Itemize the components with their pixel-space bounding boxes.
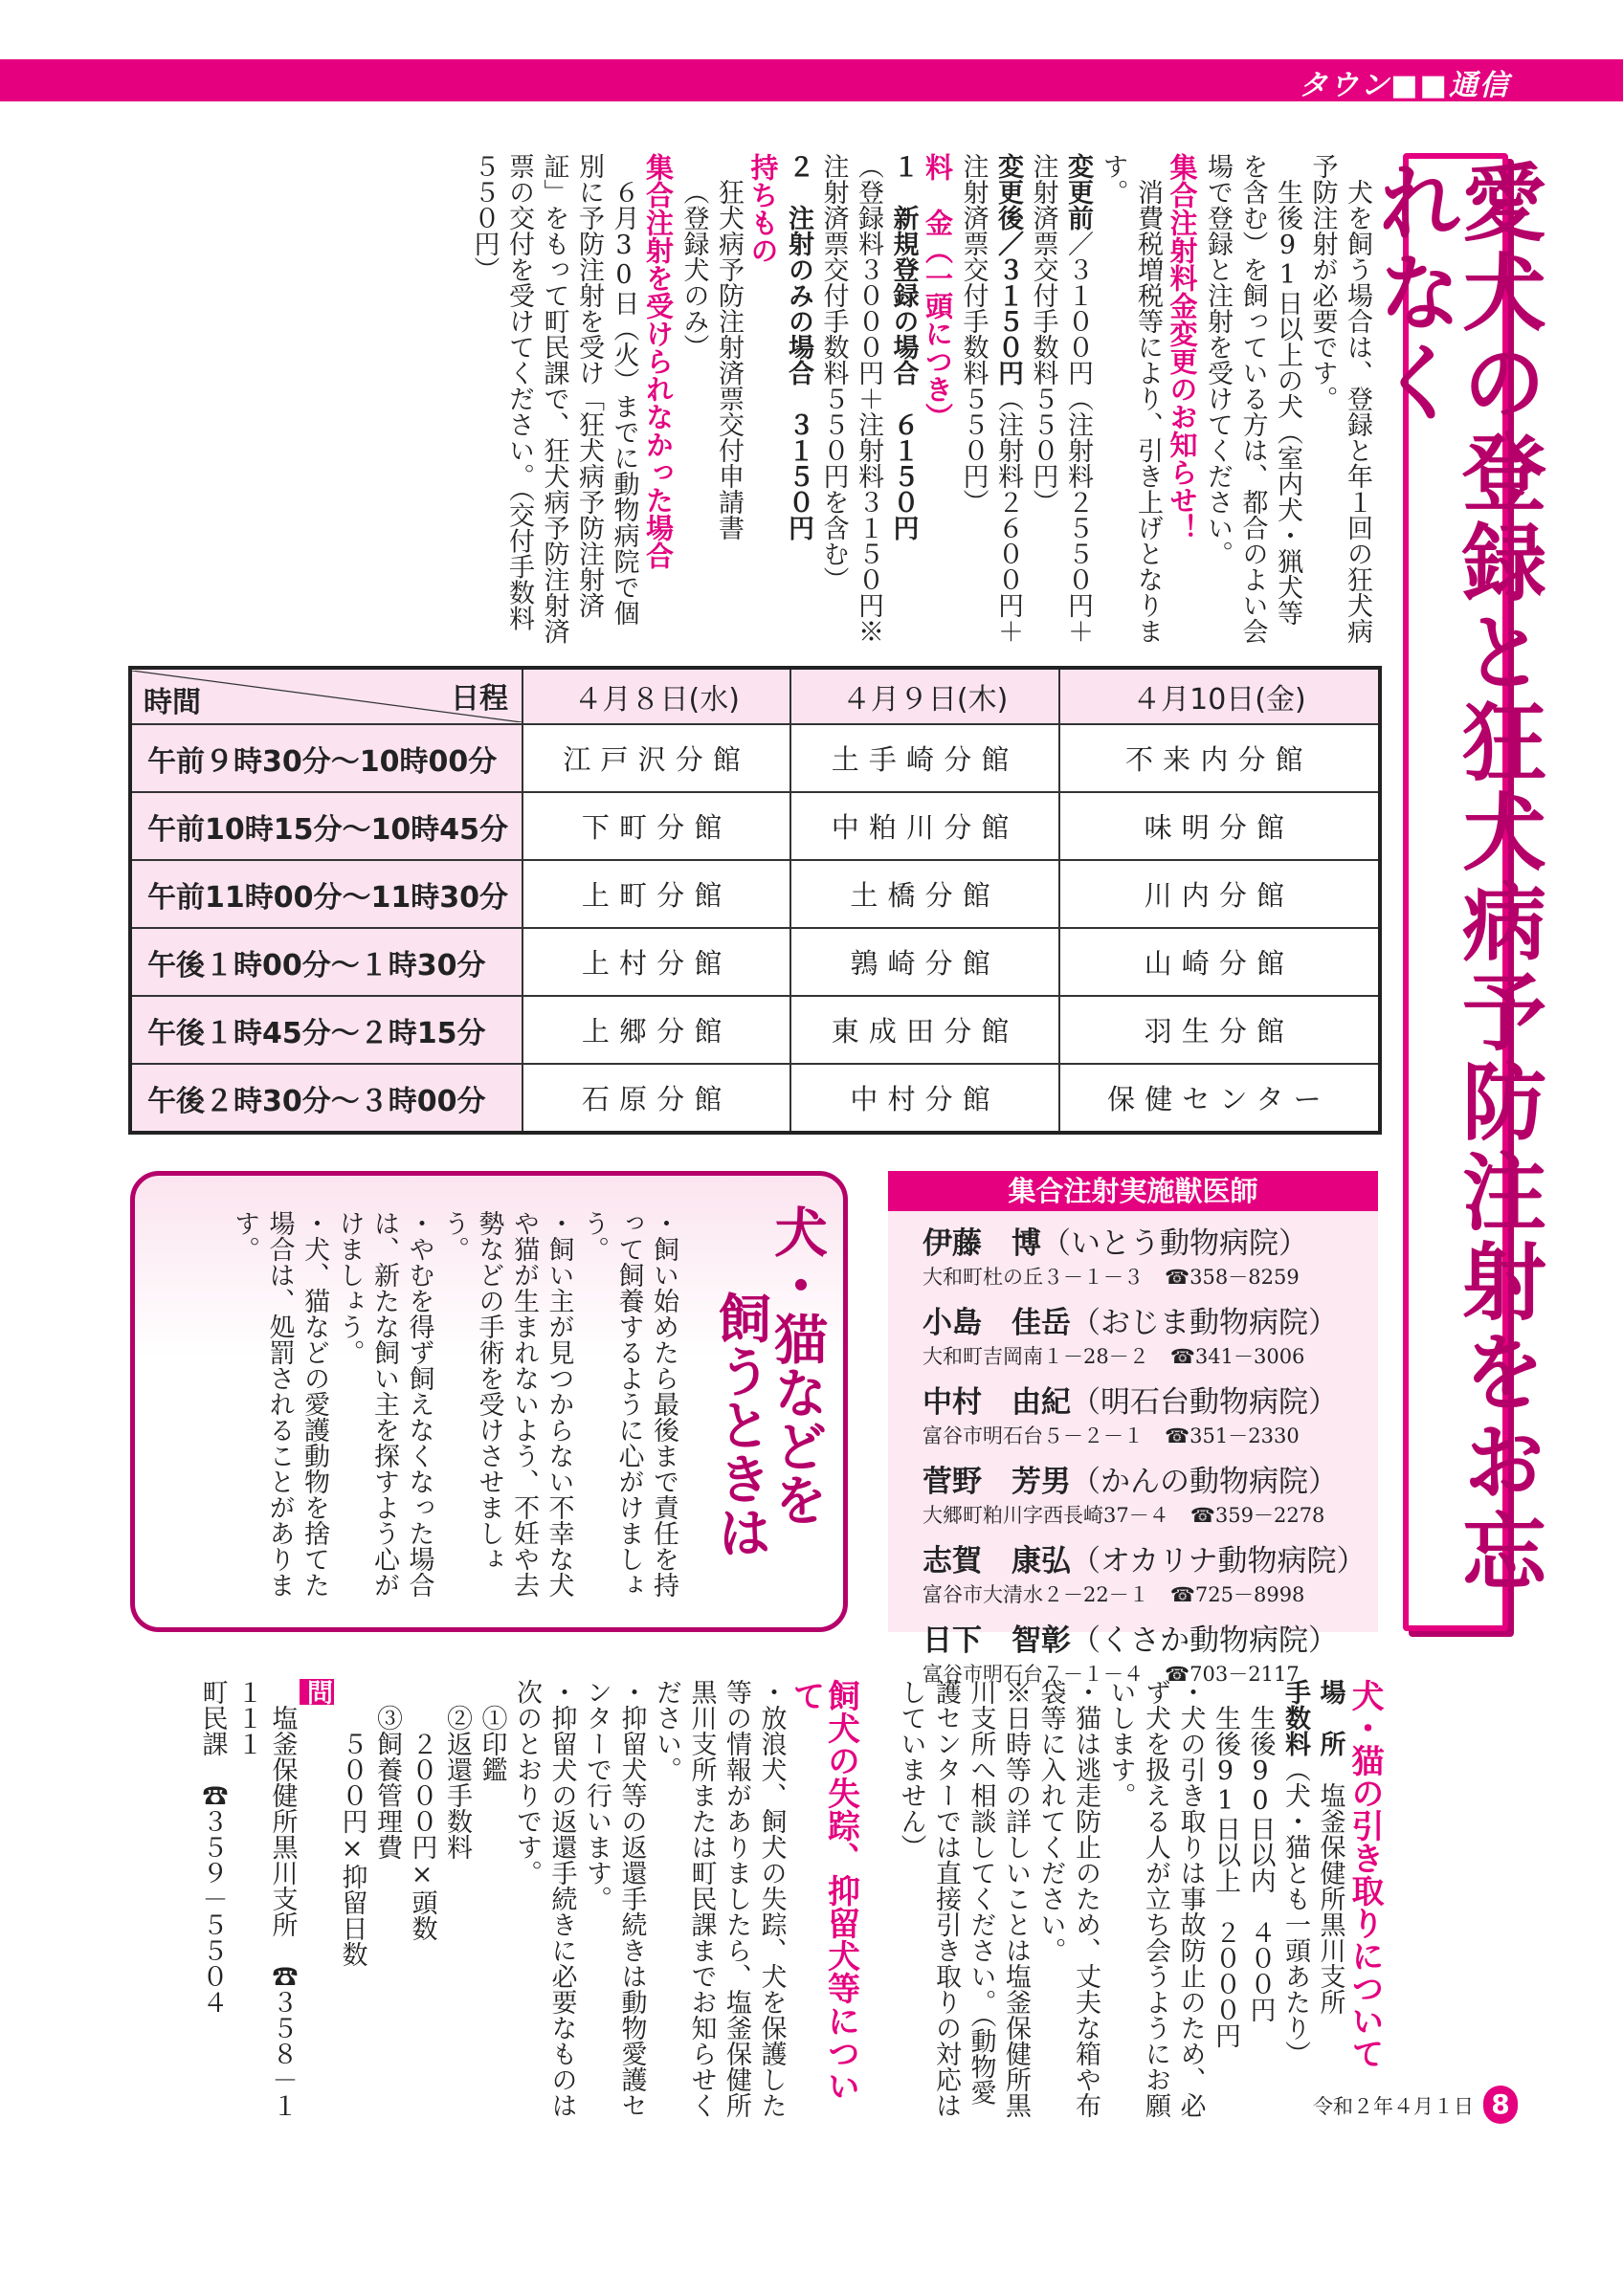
vet-clinic: （いとう動物病院） (1041, 1226, 1308, 1261)
vet-name: 中村 由紀 (923, 1385, 1071, 1420)
pickup-fee-line: 生後91日以上 ２０００円 (1211, 1705, 1240, 2048)
intro-paragraph-1: 犬を飼う場合は、登録と年１回の狂犬病予防注射が必要です。 (1307, 153, 1372, 644)
bring-title: 持ちもの (746, 153, 780, 264)
vet-name: 小島 佳岳 (923, 1306, 1071, 1340)
vet-phone: ☎351－2330 (1165, 1424, 1300, 1447)
vet-name: 志賀 康弘 (923, 1544, 1071, 1578)
lost-dog-need: ２０００円×頭数 (407, 1705, 437, 1941)
missed-title: 集合注射を受けられなかった場合 (642, 153, 675, 569)
venue-cell: 川内分館 (1059, 860, 1380, 928)
date-header: ４月９日(木) (790, 668, 1058, 724)
time-slot: 午後１時00分～１時30分 (130, 928, 522, 996)
vet-phone: ☎358－8259 (1165, 1266, 1300, 1289)
fee-title: 料 金（一頭につき） (922, 153, 954, 430)
vet-clinic: （明石台動物病院） (1071, 1385, 1338, 1420)
venue-cell: 中村分館 (790, 1064, 1058, 1133)
pickup-note: ※日時等の詳しいことは塩釜保健所黒川支所へ相談してください。（動物愛護センターでは直接引き取りの対応はしていません） (896, 1679, 1031, 2118)
lost-dog-title: 飼犬の失踪、抑留犬等について (787, 1679, 860, 2102)
vet-address: 大和町吉岡南１－28－２ (923, 1345, 1149, 1368)
venue-cell: 不来内分館 (1059, 724, 1380, 792)
corner-schedule-label: 日程 (451, 682, 508, 716)
lost-dog-need: ５００円×抑留日数 (337, 1705, 367, 1967)
fee-new-registration-detail: （登録料３０００円＋注射料３１５０円※注射済票交付手数料５５０円を含む） (818, 153, 883, 644)
schedule-header-row (130, 668, 1380, 724)
contact-phone: ☎３５８－１１１１ (233, 1679, 298, 2118)
pickup-place: 塩釜保健所黒川支所 (1315, 1782, 1345, 2015)
after-label: 変更後 (993, 153, 1023, 231)
time-slot: 午前９時30分～10時00分 (130, 724, 522, 792)
fee-new-registration: １ 新規登録の場合 ６１５０円 (888, 153, 919, 541)
vet-clinic: （かんの動物病院） (1071, 1465, 1338, 1499)
pet-guidance-title (709, 1204, 828, 1606)
vet-address: 大郷町粕川字西長崎37－４ (923, 1504, 1169, 1527)
main-title: 愛犬の登録と狂犬病予防注射をお忘れなく (1365, 159, 1547, 1598)
schedule-row (130, 724, 1380, 792)
vet-clinic: （くさか動物病院） (1071, 1623, 1338, 1658)
venue-cell: 鶉崎分館 (790, 928, 1058, 996)
intro-paragraph-2: 生後91日以上の犬（室内犬・猟犬等を含む）を飼っている方は、都合のよい会場で登録と注射を受けてください。 (1203, 153, 1302, 644)
vet-phone: ☎703－2117 (1165, 1663, 1300, 1686)
pet-guidance-list (227, 1210, 681, 1612)
bottom-section (194, 1679, 1382, 2129)
vet-address: 富谷市大清水２－22－１ (923, 1583, 1149, 1606)
venue-cell: 土橋分館 (790, 860, 1058, 928)
venue-cell: 土手崎分館 (790, 724, 1058, 792)
missed-text: ６月30日（火）までに動物病院で個別に予防注射を受け「狂犬病予防注射済証」をもって町民課で、狂犬病予防注射済票の交付を受けてください。（交付手数料５５０円） (469, 153, 639, 644)
venue-cell: 中粕川分館 (790, 792, 1058, 860)
schedule-table (128, 666, 1382, 1135)
contact-org: 塩釜保健所黒川支所 (267, 1705, 298, 1937)
title-banner (1365, 153, 1547, 1631)
venue-cell: 羽生分館 (1059, 996, 1380, 1064)
vet-list-box (888, 1171, 1378, 1686)
time-slot: 午前11時00分～11時30分 (130, 860, 522, 928)
vet-clinic: （おじま動物病院） (1071, 1306, 1338, 1340)
lost-dog-item: ・抑留犬の返還手続きに必要なものは次のとおりです。 (512, 1679, 577, 2118)
after-value: ／３１５０円 (993, 231, 1023, 386)
vet-address: 富谷市明石台７－１－４ (923, 1663, 1144, 1686)
pet-title-line-1: 犬・猫などを (766, 1204, 828, 1526)
vet-entry (888, 1298, 1378, 1370)
vet-entry (888, 1616, 1378, 1688)
schedule-row (130, 860, 1380, 928)
pet-guidance-item: ・飼い始めたら最後まで責任を持って飼養するように心がけましょう。 (579, 1210, 678, 1598)
before-label: 変更前 (1063, 153, 1093, 231)
pet-title-line-2: 飼うときは (709, 1291, 772, 1558)
time-slot: 午後１時45分～２時15分 (130, 996, 522, 1064)
bring-text: 狂犬病予防注射済票交付申請書 (714, 179, 744, 541)
lost-dog-need: ③飼養管理費 (372, 1705, 402, 1860)
vet-name: 伊藤 博 (923, 1226, 1041, 1261)
venue-cell: 上村分館 (522, 928, 790, 996)
pickup-fee-note: （犬・猫とも一頭あたり） (1280, 1756, 1310, 2066)
date-header: ４月10日(金) (1059, 668, 1380, 724)
lost-dog-item: ・抑留犬等の返還手続きは動物愛護センターで行います。 (582, 1679, 647, 2118)
pickup-fee-line: 生後90日以内 ４００円 (1245, 1705, 1276, 2022)
venue-cell: 下町分館 (522, 792, 790, 860)
fee-change-text: 消費税増税等により、引き上げとなります。 (1098, 153, 1163, 644)
intro-section (466, 153, 1374, 651)
lost-dog-need: ②返還手数料 (442, 1705, 472, 1860)
bottom-text-block (194, 1679, 1382, 2129)
intro-text-block (466, 153, 1374, 651)
schedule-row (130, 928, 1380, 996)
venue-cell: 石原分館 (522, 1064, 790, 1133)
date-header: ４月８日(水) (522, 668, 790, 724)
vet-clinic: （オカリナ動物病院） (1071, 1544, 1367, 1578)
contact-org: 町民課 (197, 1679, 228, 1756)
venue-cell: 東成田分館 (790, 996, 1058, 1064)
pet-guidance-item: ・やむを得ず飼えなくなった場合は、新たな飼い主を探すよう心がけましょう。 (334, 1210, 434, 1598)
venue-cell: 江戸沢分館 (522, 724, 790, 792)
pickup-fee-label: 手数料 (1280, 1679, 1310, 1756)
pet-guidance-box (130, 1171, 848, 1632)
schedule-row (130, 996, 1380, 1064)
corner-time-label: 時間 (144, 686, 201, 719)
venue-cell: 上町分館 (522, 860, 790, 928)
vet-list-title: 集合注射実施獣医師 (888, 1171, 1378, 1211)
schedule-corner-cell (130, 668, 522, 724)
pickup-title: 犬・猫の引き取りについて (1345, 1679, 1384, 2069)
venue-cell: 山崎分館 (1059, 928, 1380, 996)
venue-cell: 味明分館 (1059, 792, 1380, 860)
time-slot: 午後２時30分～３時00分 (130, 1064, 522, 1133)
fee-change-title: 集合注射料金変更のお知らせ！ (1166, 153, 1199, 541)
pickup-note: ・犬の引き取りは事故防止のため、必ず犬を扱える人が立ち会うようにお願いします。 (1105, 1679, 1206, 2118)
vet-entry (888, 1219, 1378, 1291)
issue-date: 令和２年４月１日 (1313, 2095, 1474, 2118)
venue-cell: 上郷分館 (522, 996, 790, 1064)
pet-guidance-item: ・犬、猫などの愛護動物を捨てた場合は、処罰されることがあります。 (230, 1210, 329, 1598)
time-slot: 午前10時15分～10時45分 (130, 792, 522, 860)
venue-cell: 保健センター (1059, 1064, 1380, 1133)
bring-note: （登録犬のみ） (678, 179, 709, 360)
schedule-row (130, 1064, 1380, 1133)
vet-phone: ☎341－3006 (1169, 1345, 1305, 1368)
pickup-note: ・猫は逃走防止のため、丈夫な箱や布袋等に入れてください。 (1035, 1679, 1101, 2118)
schedule-row (130, 792, 1380, 860)
vet-entry (888, 1457, 1378, 1529)
lost-dog-need: ①印鑑 (477, 1705, 507, 1782)
pickup-place-label: 場 所 (1315, 1679, 1345, 1756)
after-text: （注射料２６００円＋注射済票交付手数料５５０円） (958, 153, 1023, 644)
vet-name: 日下 智彰 (923, 1623, 1071, 1658)
vet-name: 菅野 芳男 (923, 1465, 1071, 1499)
header-title: タウン■■通信 (1299, 69, 1510, 102)
vet-address: 富谷市明石台５－２－１ (923, 1424, 1144, 1447)
vet-phone: ☎725－8998 (1169, 1583, 1305, 1606)
fee-injection-only: ２ 注射のみの場合 ３１５０円 (784, 153, 813, 541)
vet-entry (888, 1378, 1378, 1449)
inquiry-badge: 問 (300, 1679, 335, 1705)
pet-guidance-item: ・飼い主が見つからない不幸な犬や猫が生まれないよう、不妊や去勢などの手術を受けさせましょう。 (439, 1210, 574, 1598)
before-text: ／３１００円（注射料２５５０円＋注射済票交付手数料５５０円） (1028, 153, 1093, 644)
page-number: 8 (1483, 2086, 1518, 2124)
vet-address: 大和町杜の丘３－１－３ (923, 1266, 1144, 1289)
contact-phone: ☎３５９－５５０４ (197, 1782, 228, 2015)
vet-phone: ☎359－2278 (1189, 1504, 1325, 1527)
lost-dog-item: ・放浪犬、飼犬の失踪、犬を保護した等の情報がありましたら、塩釜保健所黒川支所または町民課までお知らせください。 (652, 1679, 787, 2118)
vet-entry (888, 1536, 1378, 1608)
